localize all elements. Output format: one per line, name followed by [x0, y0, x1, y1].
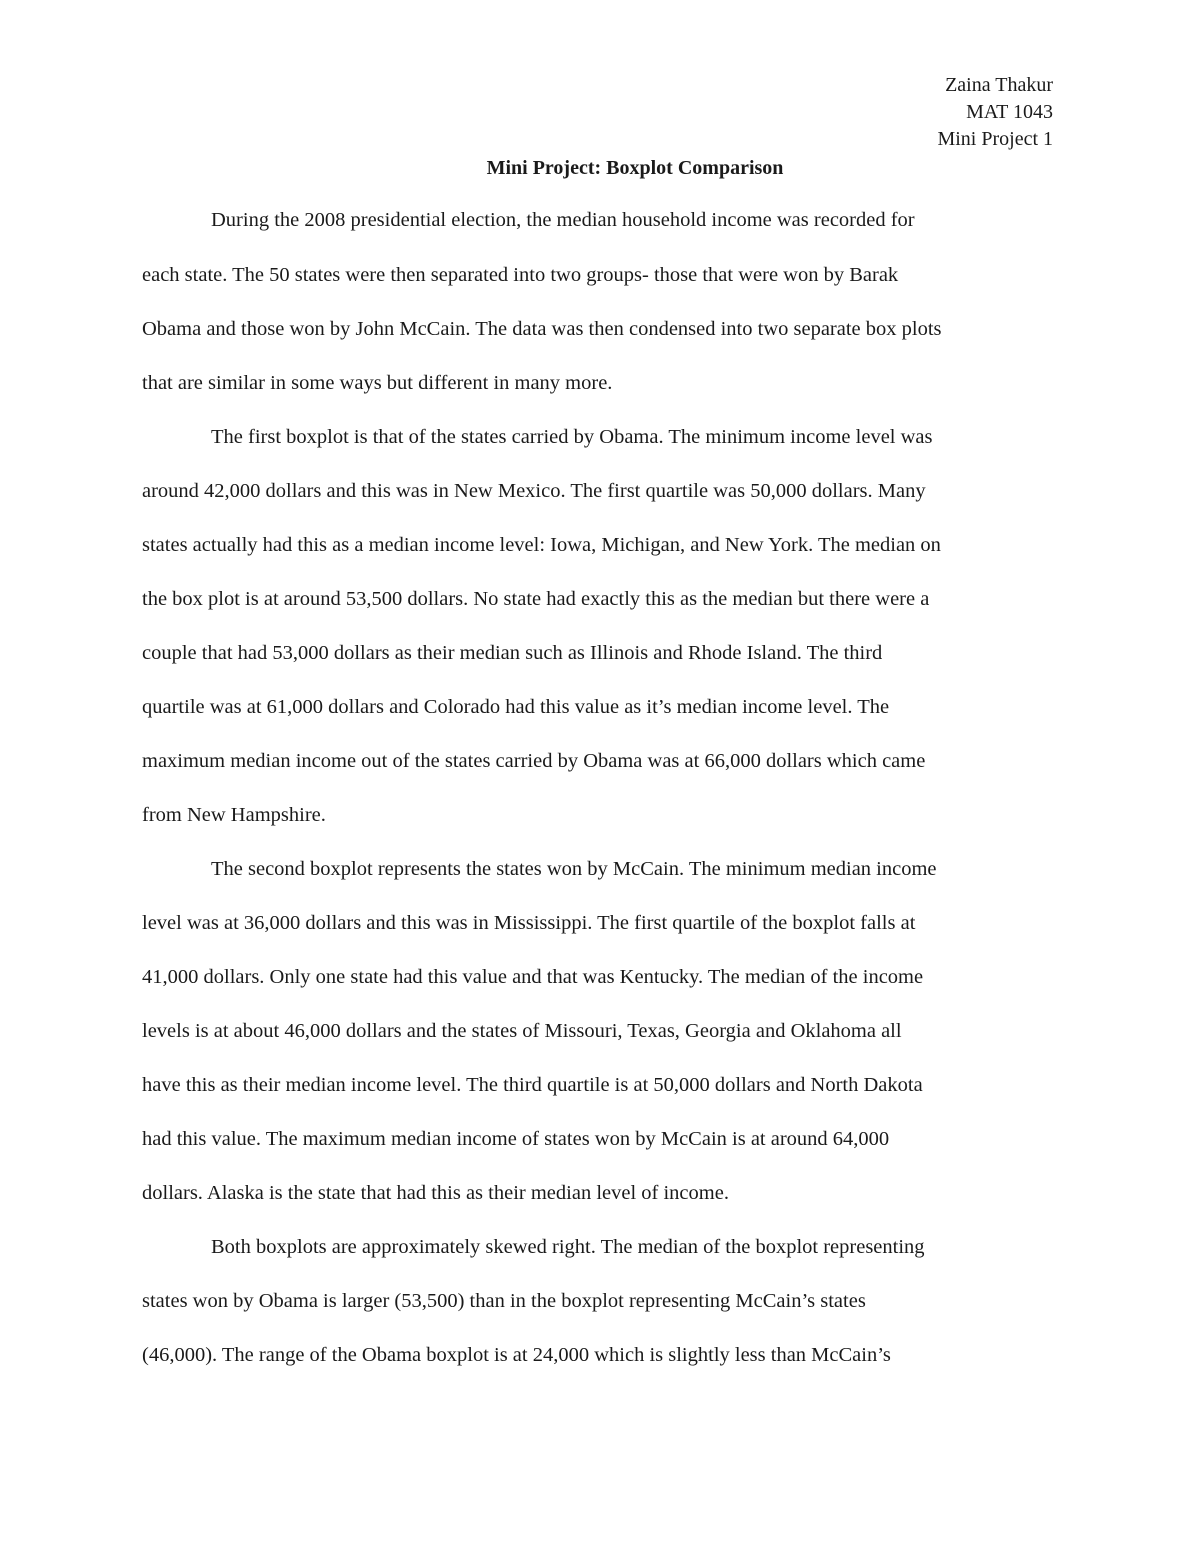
course-code: MAT 1043 — [966, 101, 1053, 123]
paragraph-line: 41,000 dollars. Only one state had this value and that was Kentucky. The median of the income — [142, 966, 924, 988]
paragraph-line: dollars. Alaska is the state that had this as their median level of income. — [142, 1182, 729, 1204]
paragraph-line: have this as their median income level. The third quartile is at 50,000 dollars and North Dakota — [142, 1074, 923, 1096]
author-name: Zaina Thakur — [945, 74, 1053, 96]
paragraph-line: quartile was at 61,000 dollars and Colorado had this value as it’s median income level. The — [142, 696, 890, 718]
paragraph-line: level was at 36,000 dollars and this was in Mississippi. The first quartile of the boxplot falls at — [142, 912, 916, 934]
paragraph-line: couple that had 53,000 dollars as their median such as Illinois and Rhode Island. The third — [142, 642, 883, 664]
paragraph-line: had this value. The maximum median income of states won by McCain is at around 64,000 — [142, 1128, 890, 1150]
paragraph-line: (46,000). The range of the Obama boxplot is at 24,000 which is slightly less than McCain’s — [142, 1344, 891, 1366]
assignment-name: Mini Project 1 — [937, 128, 1053, 150]
header-block — [937, 72, 1053, 153]
paragraph-line: around 42,000 dollars and this was in New Mexico. The first quartile was 50,000 dollars. Many — [142, 480, 926, 502]
paragraph-line: The first boxplot is that of the states carried by Obama. The minimum income level was — [211, 426, 933, 448]
paragraph-line: Obama and those won by John McCain. The data was then condensed into two separate box plots — [142, 318, 942, 340]
paragraph-line: levels is at about 46,000 dollars and the states of Missouri, Texas, Georgia and Oklahoma all — [142, 1020, 902, 1042]
paragraph-line: states won by Obama is larger (53,500) than in the boxplot representing McCain’s states — [142, 1290, 866, 1312]
paragraph-line: states actually had this as a median income level: Iowa, Michigan, and New York. The median on — [142, 534, 941, 556]
paragraph-line: that are similar in some ways but different in many more. — [142, 372, 613, 394]
paragraph-line: Both boxplots are approximately skewed right. The median of the boxplot representing — [211, 1236, 925, 1258]
paragraph-line: maximum median income out of the states carried by Obama was at 66,000 dollars which came — [142, 750, 926, 772]
paragraph-line: from New Hampshire. — [142, 804, 326, 826]
paragraph-line: The second boxplot represents the states won by McCain. The minimum median income — [211, 858, 937, 880]
paragraph-line: the box plot is at around 53,500 dollars. No state had exactly this as the median but there were a — [142, 588, 930, 610]
paragraph-line: During the 2008 presidential election, the median household income was recorded for — [211, 209, 915, 231]
document-title: Mini Project: Boxplot Comparison — [486, 157, 784, 179]
paragraph-line: each state. The 50 states were then separated into two groups- those that were won by Barak — [142, 264, 899, 286]
